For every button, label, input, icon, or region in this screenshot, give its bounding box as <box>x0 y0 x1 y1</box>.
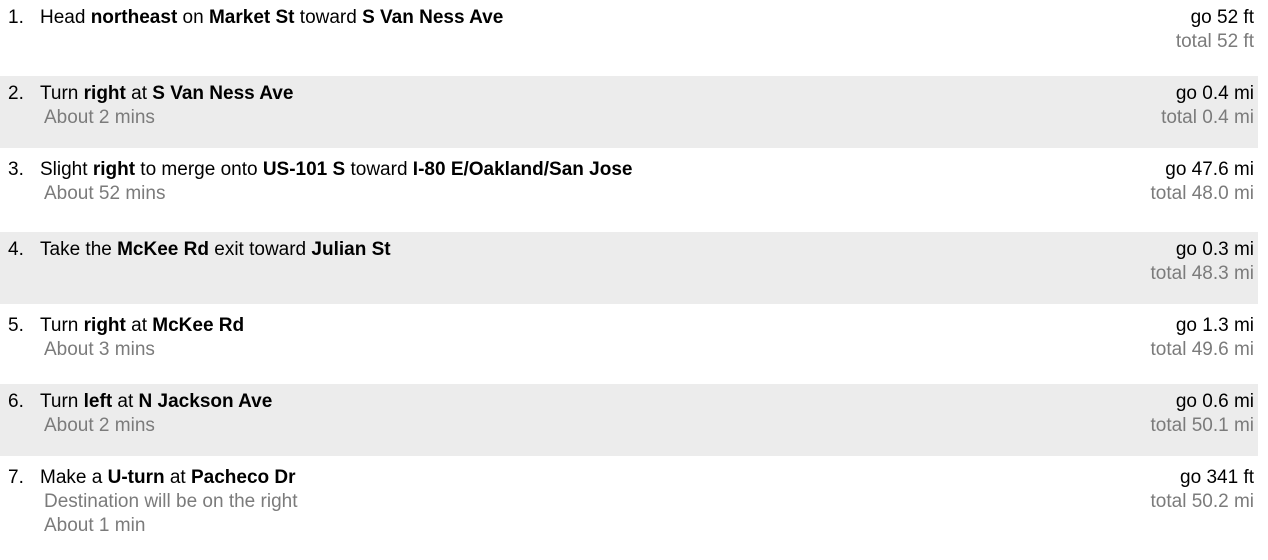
step-note: About 1 min <box>44 515 146 536</box>
instruction-emphasis: northeast <box>90 7 178 28</box>
step-total-distance: total 48.0 mi <box>1150 183 1254 204</box>
instruction-emphasis: right <box>83 315 126 336</box>
instruction-text: at <box>125 315 153 336</box>
step-go-distance: go 0.3 mi <box>1175 239 1254 260</box>
direction-step[interactable] <box>0 152 1258 232</box>
instruction-text: Turn <box>40 83 84 104</box>
instruction-text: exit toward <box>208 239 312 260</box>
step-instruction-line <box>8 82 1254 106</box>
step-number: 5. <box>8 315 24 336</box>
step-distance <box>1151 158 1255 206</box>
instruction-text: Turn <box>40 391 84 412</box>
step-number: 6. <box>8 391 24 412</box>
instruction-emphasis: left <box>83 391 113 412</box>
instruction-emphasis: Julian St <box>311 239 391 260</box>
step-go-distance: go 1.3 mi <box>1175 315 1254 336</box>
step-total-distance: total 48.3 mi <box>1150 263 1254 284</box>
instruction-text: Make a <box>40 467 108 488</box>
step-go-distance: go 341 ft <box>1180 467 1254 488</box>
step-instruction-line <box>8 158 1254 182</box>
step-total-distance: total 50.2 mi <box>1150 491 1254 512</box>
step-number: 4. <box>8 239 24 260</box>
step-number: 2. <box>8 83 24 104</box>
instruction-text: Take the <box>40 239 118 260</box>
instruction-text: Turn <box>40 315 84 336</box>
step-go-distance: go 0.6 mi <box>1175 391 1254 412</box>
instruction-text: at <box>112 391 139 412</box>
step-instruction-line <box>8 314 1254 338</box>
instruction-emphasis: S Van Ness Ave <box>152 83 294 104</box>
step-instruction <box>4 6 1254 30</box>
step-go-distance: go 52 ft <box>1190 7 1254 28</box>
step-instruction-line <box>8 390 1254 414</box>
step-note: About 2 mins <box>44 107 155 128</box>
instruction-emphasis: I-80 E/Oakland/San Jose <box>412 159 633 180</box>
step-instruction <box>4 158 1254 206</box>
direction-step[interactable] <box>0 308 1258 380</box>
step-number: 7. <box>8 467 24 488</box>
instruction-text: at <box>125 83 153 104</box>
direction-step[interactable] <box>0 76 1258 148</box>
instruction-text: Slight <box>40 159 93 180</box>
step-instruction <box>4 314 1254 362</box>
instruction-emphasis: US-101 S <box>262 159 346 180</box>
direction-step[interactable] <box>0 232 1258 304</box>
step-total-distance: total 49.6 mi <box>1150 339 1254 360</box>
step-note: Destination will be on the right <box>44 491 298 512</box>
step-instruction-line <box>8 238 1254 262</box>
step-number: 1. <box>8 7 24 28</box>
step-go-distance: go 47.6 mi <box>1165 159 1254 180</box>
step-total-distance: total 50.1 mi <box>1150 415 1254 436</box>
step-distance <box>1151 466 1255 514</box>
instruction-text: toward <box>294 7 363 28</box>
instruction-text: on <box>177 7 209 28</box>
direction-step[interactable] <box>0 384 1258 456</box>
step-go-distance: go 0.4 mi <box>1175 83 1254 104</box>
step-distance <box>1161 82 1254 130</box>
step-note: About 3 mins <box>44 339 155 360</box>
instruction-text: toward <box>345 159 413 180</box>
instruction-emphasis: U-turn <box>107 467 165 488</box>
step-total-distance: total 0.4 mi <box>1161 107 1254 128</box>
instruction-emphasis: N Jackson Ave <box>138 391 273 412</box>
step-number: 3. <box>8 159 24 180</box>
step-instruction <box>4 390 1254 438</box>
instruction-emphasis: S Van Ness Ave <box>362 7 504 28</box>
instruction-emphasis: right <box>92 159 136 180</box>
step-instruction <box>4 466 1254 538</box>
step-distance <box>1151 314 1255 362</box>
instruction-emphasis: Market St <box>208 7 295 28</box>
instruction-text: at <box>164 467 191 488</box>
step-distance <box>1151 238 1255 286</box>
step-distance <box>1151 390 1255 438</box>
instruction-emphasis: right <box>83 83 126 104</box>
step-instruction <box>4 82 1254 130</box>
step-note: About 2 mins <box>44 415 155 436</box>
instruction-emphasis: Pacheco Dr <box>190 467 296 488</box>
step-instruction-line <box>8 466 1254 490</box>
instruction-emphasis: McKee Rd <box>152 315 245 336</box>
step-note: About 52 mins <box>44 183 166 204</box>
step-instruction-line <box>8 6 1254 30</box>
instruction-text: Head <box>40 7 91 28</box>
step-instruction <box>4 238 1254 262</box>
direction-step[interactable] <box>0 460 1258 560</box>
step-total-distance: total 52 ft <box>1175 31 1254 52</box>
instruction-text: to merge onto <box>135 159 263 180</box>
direction-step[interactable] <box>0 0 1258 72</box>
step-distance <box>1176 6 1254 54</box>
instruction-emphasis: McKee Rd <box>117 239 209 260</box>
